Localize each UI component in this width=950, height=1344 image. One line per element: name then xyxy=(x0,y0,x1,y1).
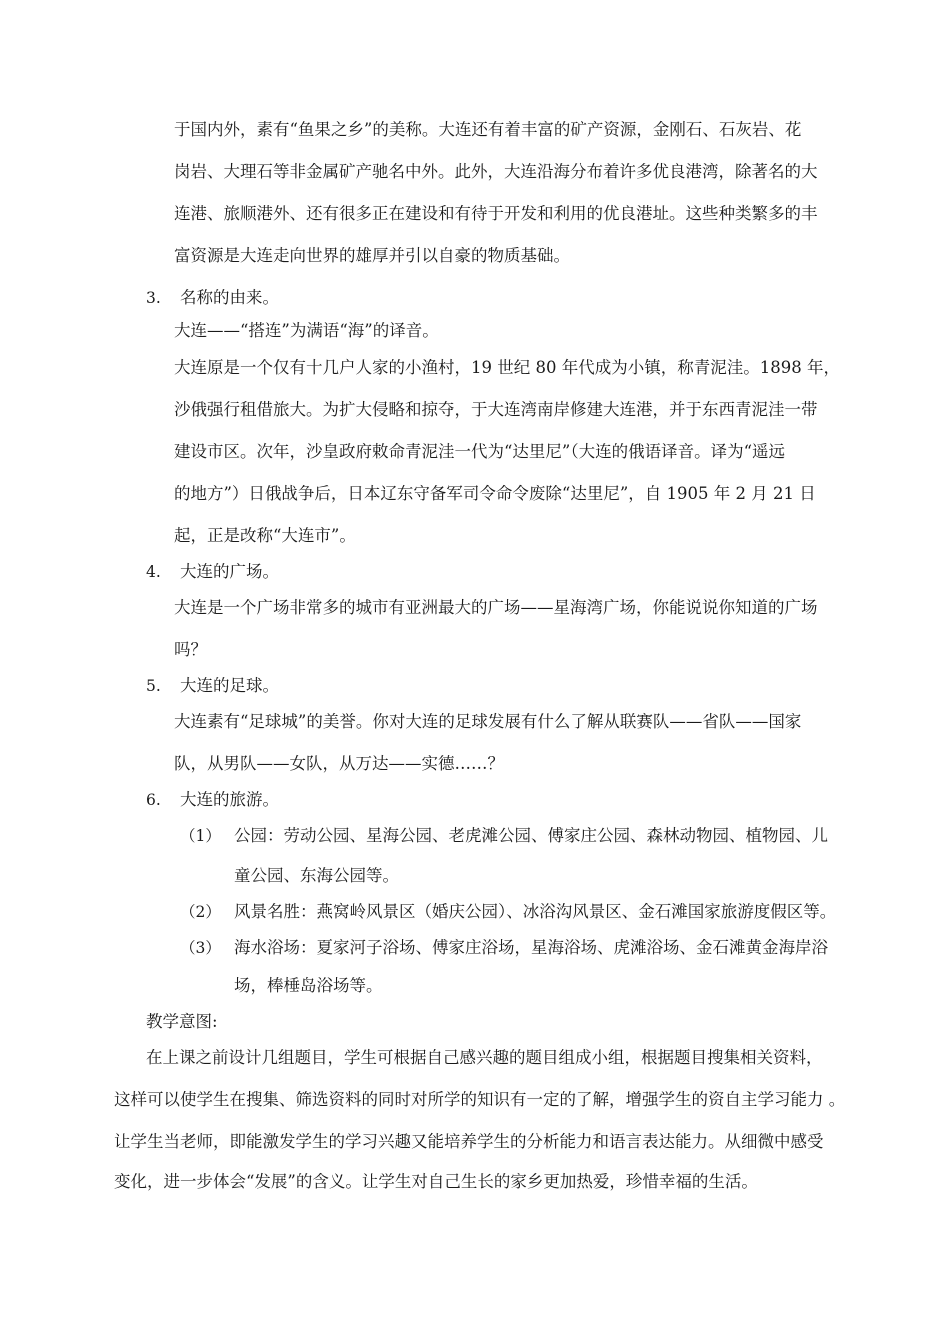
list-number: 6. xyxy=(146,791,161,809)
text-line: 大连——“搭连”为满语“海”的译音。 xyxy=(174,321,439,340)
text-line: 童公园、东海公园等。 xyxy=(234,866,399,885)
list-number: 4. xyxy=(146,563,161,581)
text-line: 富资源是大连走向世界的雄厚并引以自豪的物质基础。 xyxy=(174,246,570,265)
text-line: 起，正是改称“大连市”。 xyxy=(174,526,356,545)
text-line: 于国内外，素有“鱼果之乡”的美称。大连还有着丰富的矿产资源，金刚石、石灰岩、花 xyxy=(174,120,802,139)
text-line: 这样可以使学生在搜集、筛选资料的同时对所学的知识有一定的了解，增强学生的资自主学习能力 。 xyxy=(114,1090,846,1109)
text-line: 吗？ xyxy=(174,640,207,659)
text-line: 建设市区。次年，沙皇政府敕命青泥洼一代为“达里尼”（大连的俄语译音。译为“遥远 xyxy=(174,442,786,461)
text-line: 公园：劳动公园、星海公园、老虎滩公园、傅家庄公园、森林动物园、植物园、儿 xyxy=(234,826,828,845)
section-heading: 名称的由来。 xyxy=(180,288,279,307)
list-number: 5. xyxy=(146,677,161,695)
text-line: 连港、旅顺港外、还有很多正在建设和有待于开发和利用的优良港址。这些种类繁多的丰 xyxy=(174,204,818,223)
text-line: 大连原是一个仅有十几户人家的小渔村，19 世纪 80 年代成为小镇，称青泥洼。1898 年， xyxy=(174,358,840,377)
text-line: 大连素有“足球城”的美誉。你对大连的足球发展有什么了解从联赛队——省队——国家 xyxy=(174,712,802,731)
text-line: 大连是一个广场非常多的城市有亚洲最大的广场——星海湾广场，你能说说你知道的广场 xyxy=(174,598,818,617)
section-heading: 大连的旅游。 xyxy=(180,790,279,809)
text-line: 变化，进一步体会“发展”的含义。让学生对自己生长的家乡更加热爱，珍惜幸福的生活。 xyxy=(114,1172,758,1191)
sub-item-number: （1） xyxy=(180,827,221,845)
section-heading: 大连的足球。 xyxy=(180,676,279,695)
text-line: 海水浴场：夏家河子浴场、傅家庄浴场，星海浴场、虎滩浴场、金石滩黄金海岸浴 xyxy=(234,938,828,957)
sub-item-number: （3） xyxy=(180,939,221,957)
text-line: 风景名胜：燕窝岭风景区（婚庆公园）、冰浴沟风景区、金石滩国家旅游度假区等。 xyxy=(234,902,837,921)
text-line: 岗岩、大理石等非金属矿产驰名中外。此外，大连沿海分布着许多优良港湾，除著名的大 xyxy=(174,162,818,181)
text-line: 场，棒棰岛浴场等。 xyxy=(234,976,383,995)
sub-item-number: （2） xyxy=(180,903,221,921)
text-line: 让学生当老师，即能激发学生的学习兴趣又能培养学生的分析能力和语言表达能力。从细微中感受 xyxy=(114,1132,824,1151)
section-heading: 大连的广场。 xyxy=(180,562,279,581)
text-line: 的地方”）日俄战争后，日本辽东守备军司令命令废除“达里尼”，自 1905 年 2 月 21 日 xyxy=(174,484,816,503)
list-number: 3. xyxy=(146,289,161,307)
text-line: 沙俄强行租借旅大。为扩大侵略和掠夺，于大连湾南岸修建大连港，并于东西青泥洼一带 xyxy=(174,400,818,419)
text-line: 在上课之前设计几组题目，学生可根据自己感兴趣的题目组成小组，根据题目搜集相关资料， xyxy=(146,1048,823,1067)
text-line: 队，从男队——女队，从万达——实德……？ xyxy=(174,754,504,773)
section-heading: 教学意图: xyxy=(146,1012,218,1031)
